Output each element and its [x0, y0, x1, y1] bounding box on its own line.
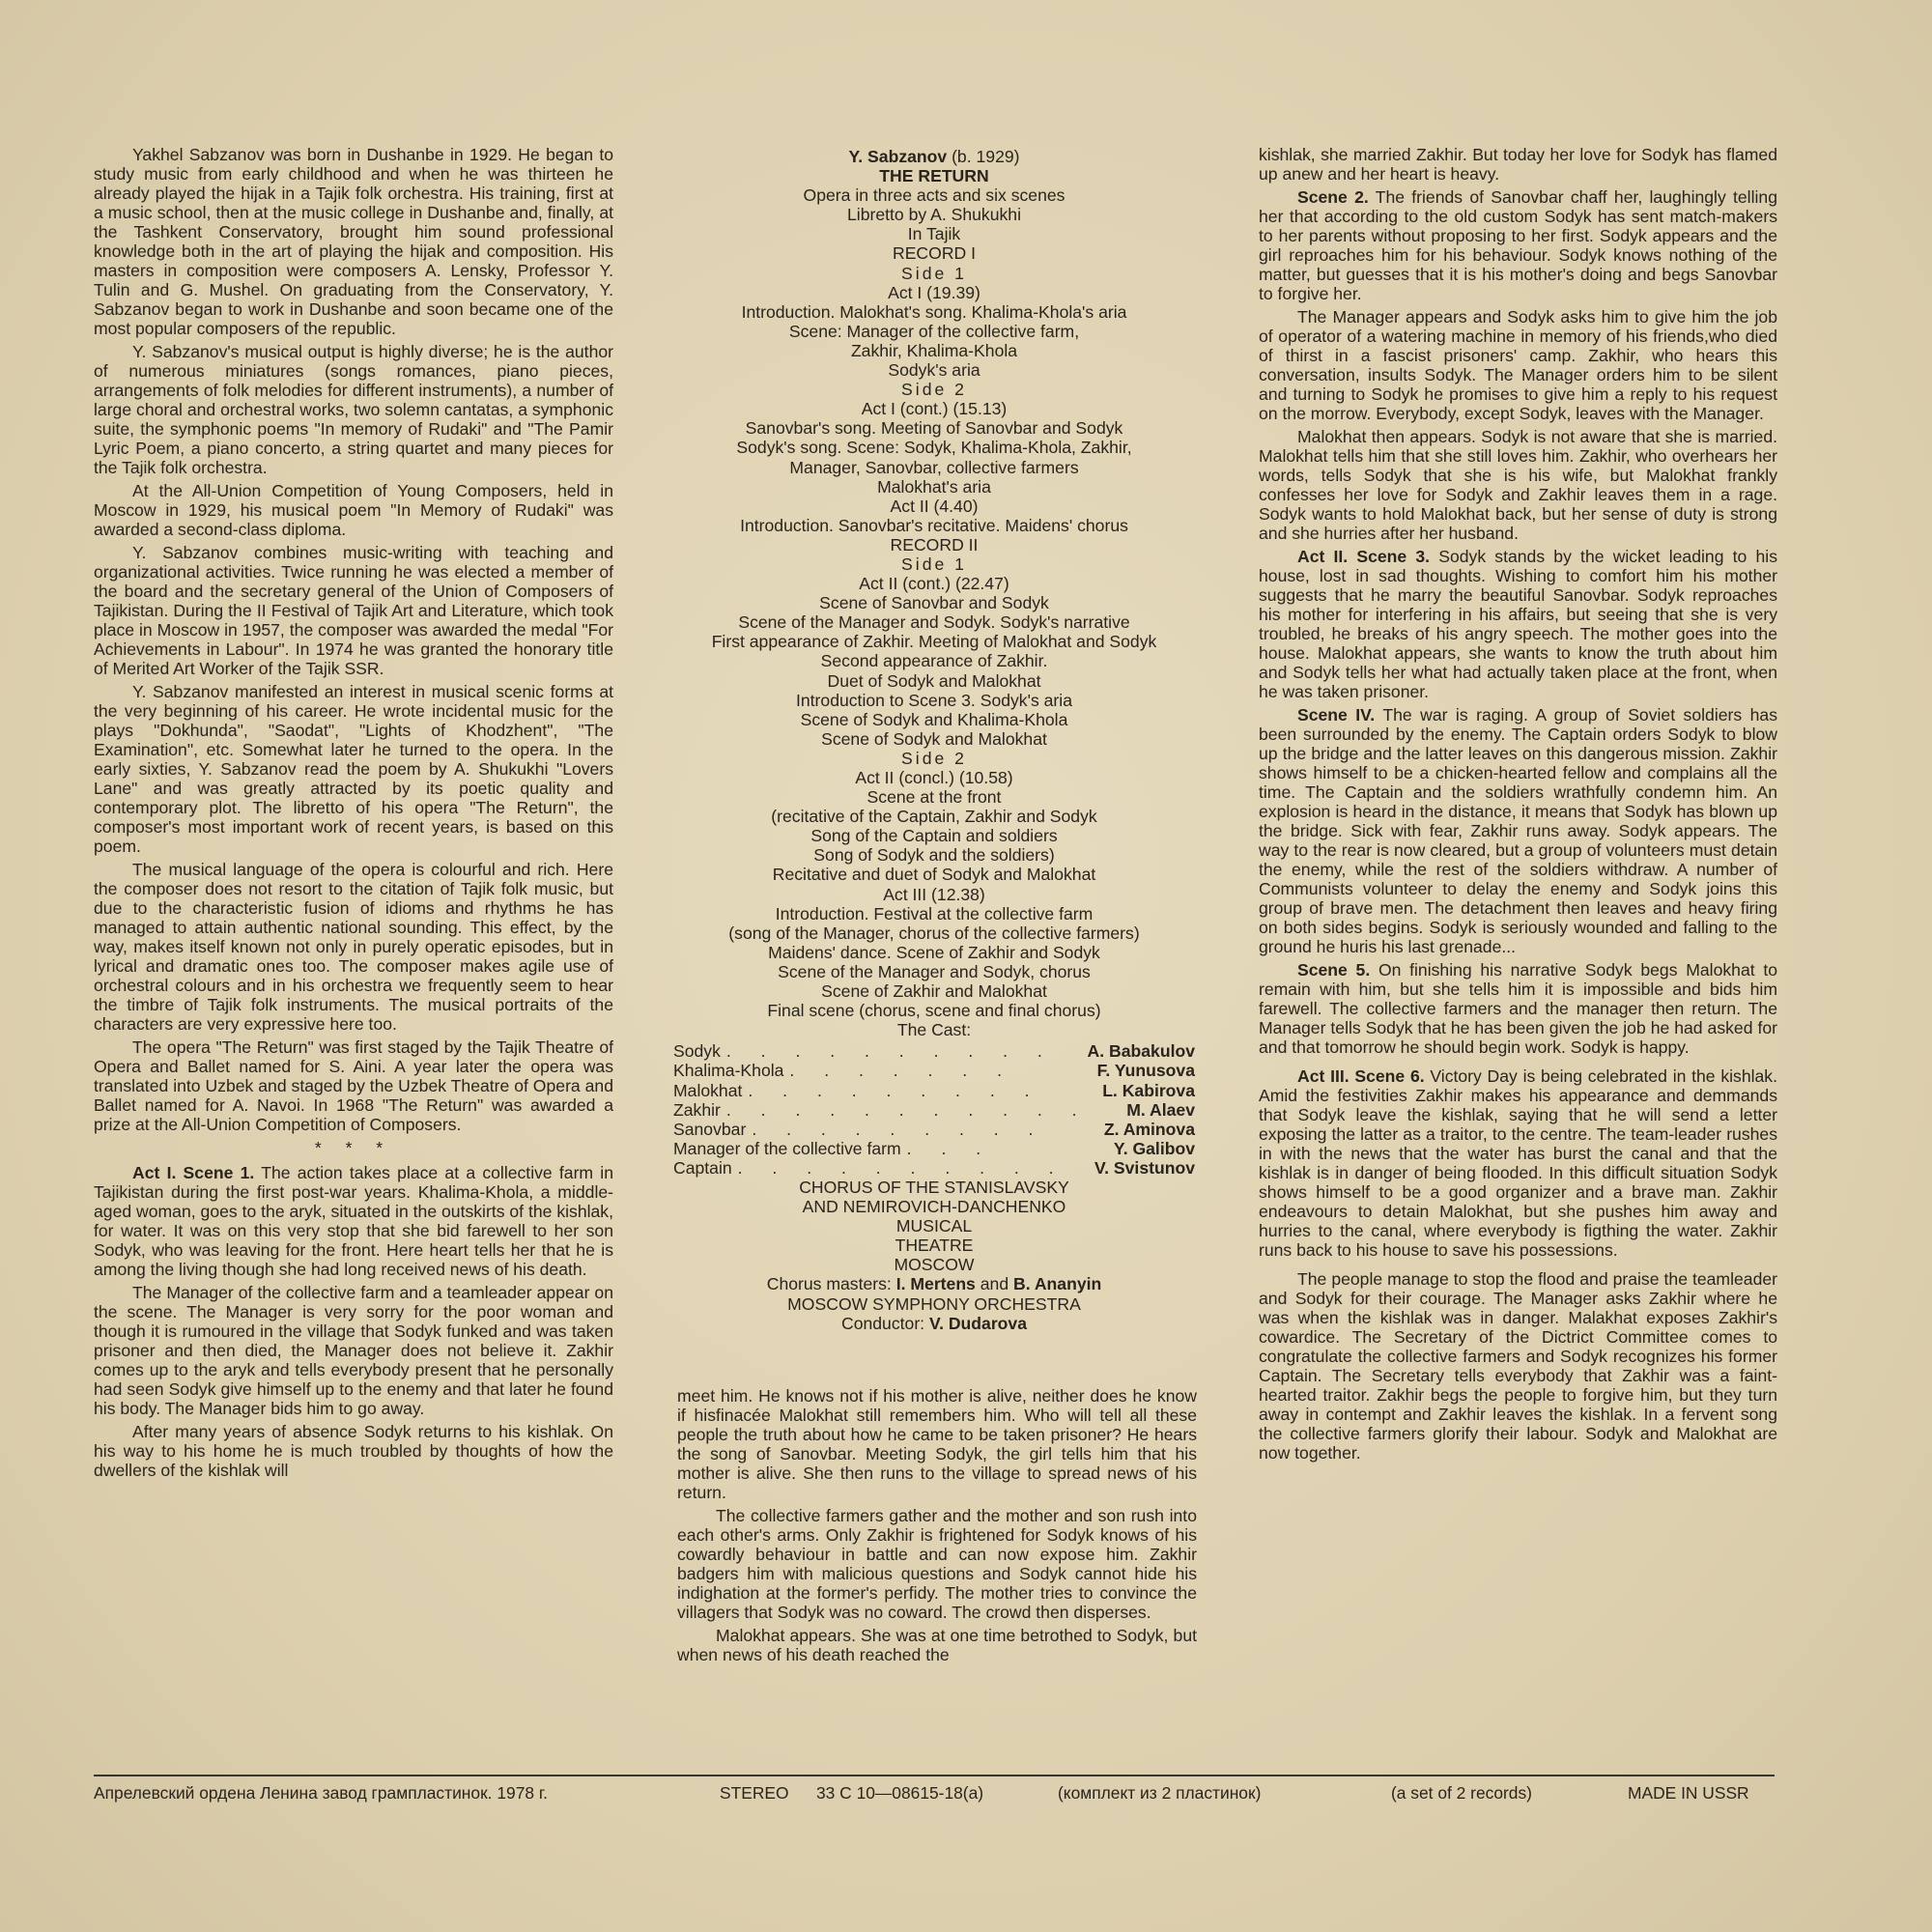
synopsis-paragraph: kishlak, she married Zakhir. But today her love for Sodyk has flamed up anew and her heart is heavy.	[1259, 145, 1777, 184]
track-line: Sodyk's aria	[888, 360, 980, 381]
chorus-and: and	[975, 1274, 1013, 1294]
footer-plant: Апрелевский ордена Ленина завод грампластинок. 1978 г.	[94, 1783, 548, 1803]
cast-singer: M. Alaev	[1126, 1099, 1195, 1120]
track-line: Act II (cont.) (22.47)	[859, 574, 1009, 594]
synopsis-paragraph: The people manage to stop the flood and praise the teamleader and Sodyk for their courage. The Manager asks Zakhir where he was when the kishlak was in danger. Malakhat exposes Zakhir's cowardice. The Secretary of the Dictrict Committee comes to congratulate the collective farmers and Sodyk recognizes his former Captain. The Secretary tells everybody that Zakhir was a faint-hearted traitor. Zakhir begs the people to forgive him, but they turn away in contempt and Zakhir leaves the kishlak. In a fervent song the collective farmers glorify their labour. Sodyk and Malokhat are now together.	[1259, 1269, 1777, 1463]
cast-row	[673, 1100, 1195, 1120]
track-line: In Tajik	[907, 224, 961, 244]
chorus-credit	[673, 1178, 1195, 1274]
conductor-name: V. Dudarova	[928, 1313, 1027, 1333]
footer-set-ru: (комплект из 2 пластинок)	[1058, 1783, 1262, 1803]
track-line: Scene at the front	[867, 787, 1002, 808]
cast-row	[673, 1061, 1195, 1080]
synopsis-paragraph	[1259, 960, 1777, 1057]
track-line: First appearance of Zakhir. Meeting of Malokhat and Sodyk	[711, 632, 1157, 652]
scene4-heading: Scene IV.	[1297, 705, 1376, 724]
cast-role: Sanovbar	[673, 1119, 747, 1139]
track-line: Recitative and duet of Sodyk and Malokhat	[772, 865, 1096, 885]
cast-dot-leader: . . . . . . .	[789, 1061, 1014, 1081]
opera-title	[673, 166, 1195, 185]
synopsis-text: The war is raging. A group of Soviet soldiers has been surrounded by the enemy. The Captain orders Sodyk to blow up the bridge and the latter leaves on this dangerous mission. Zakhir shows himself to be a chicken-hearted fellow and complains all the time. The Captain and the soldiers wrathfully condemn him. An explosion is heard in the distance, it means that Sodyk has blown up the bridge. Sick with fear, Zakhir runs away. Sodyk appears. The way to the rear is now cleared, but a group of volunteers must detain the enemy, while the rest of the soldiers withdraw. A number of Communists volunteer to delay the enemy and Sodyk joins this group of brave men. The detachment then leaves and heavy firing on both sides begins. Sodyk is seriously wounded and falling to the ground he huris his last grenade...	[1259, 705, 1777, 956]
track-line: The Cast:	[896, 1020, 972, 1040]
synopsis-continued-column	[677, 1386, 1197, 1668]
cast-row	[673, 1139, 1195, 1158]
cast-role: Sodyk	[673, 1041, 721, 1062]
synopsis-text: The friends of Sanovbar chaff her, laughingly telling her that according to the old custom Sodyk has sent match-makers to her parents without proposing to her first. Sodyk appears and the girl reproaches him for his behaviour. Sodyk knows nothing of the matter, but guesses that it is his mother's doing and begs Sanovbar to forgive her.	[1259, 187, 1777, 303]
track-line: Act I (cont.) (15.13)	[861, 399, 1008, 419]
composer-line	[673, 147, 1195, 166]
cast-role: Manager of the collective farm	[673, 1138, 901, 1158]
chorus-master-name: I. Mertens	[895, 1274, 976, 1294]
track-line: Sodyk's song. Scene: Sodyk, Khalima-Khola, Zakhir,	[736, 438, 1132, 458]
synopsis-paragraph	[1259, 187, 1777, 303]
synopsis-paragraph	[1259, 547, 1777, 701]
synopsis-text: Sodyk stands by the wicket leading to his house, lost in sad thoughts. Wishing to comfort him his mother suggests that he marry the beautiful Sanovbar. Sodyk reproaches his mother for interfering in his affairs, but seeing that she is very troubled, he breaks of his angry speech. The mother goes into the house. Malokhat appears, she wants to know the truth about him and Sodyk tells her what had actually taken place at the front, when he was taken prisoner.	[1259, 547, 1777, 701]
conductor-label: Conductor:	[841, 1313, 929, 1333]
track-line: Introduction. Malokhat's song. Khalima-Khola's aria	[741, 301, 1127, 322]
composer-years: (b. 1929)	[947, 147, 1020, 166]
chorus-line: MUSICAL	[895, 1216, 973, 1236]
synopsis-paragraph	[94, 1163, 613, 1279]
track-listing	[673, 147, 1195, 1333]
track-line: RECORD II	[890, 534, 979, 554]
track-line: RECORD I	[892, 243, 977, 264]
track-line: Second appearance of Zakhir.	[820, 651, 1048, 671]
scene5-heading: Scene 5.	[1297, 960, 1371, 980]
cast-row	[673, 1120, 1195, 1139]
synopsis-paragraph	[1259, 1066, 1777, 1260]
track-line: Song of the Captain and soldiers	[810, 826, 1058, 846]
track-line: Side 1	[901, 263, 967, 283]
conductor-line	[673, 1314, 1195, 1333]
bio-paragraph: The musical language of the opera is colourful and rich. Here the composer does not resort to the citation of Tajik folk music, but due to the characteristic fusion of idioms and rhythms he has managed to attain authentic national sounding. This effect, by the way, makes itself known not only in purely operatic episodes, but in lyrical and dramatic ones too. The composer makes agile use of orchestral colours and in his orchestra we frequently seem to hear the timbre of Tajik folk instruments. The musical portraits of the characters are very expressive here too.	[94, 860, 613, 1034]
track-line: Act III (12.38)	[883, 884, 985, 904]
synopsis-paragraph: meet him. He knows not if his mother is alive, neither does he know if hisfinacée Malokhat still remembers him. Who will tell all these people the truth about how he came to be taken prisoner? He hears the song of Sanovbar. Meeting Sodyk, the girl tells him that his mother is alive. She then runs to the village to spread news of his return.	[677, 1386, 1197, 1502]
cast-row	[673, 1081, 1195, 1100]
composer-name: Y. Sabzanov	[848, 147, 948, 166]
chorus-line: AND NEMIROVICH-DANCHENKO	[802, 1197, 1066, 1217]
scene2-heading: Scene 2.	[1297, 187, 1369, 207]
footer-rule	[94, 1775, 1775, 1776]
footer-made-in: MADE IN USSR	[1628, 1783, 1749, 1803]
track-line: Song of Sodyk and the soldiers)	[813, 845, 1055, 866]
footer-stereo: STEREO	[720, 1783, 789, 1803]
biography-column	[94, 145, 613, 1484]
synopsis-paragraph: The collective farmers gather and the mother and son rush into each other's arms. Only Zakhir is frightened for Sodyk knows of his cowardly behaviour in battle and can now expose him. Zakhir badgers him with malicious questions and Sodyk cannot hide his indighation at the former's perfidy. The mother tries to convince the villagers that Sodyk was no coward. The crowd then disperses.	[677, 1506, 1197, 1622]
cast-row	[673, 1041, 1195, 1061]
track-line: Manager, Sanovbar, collective farmers	[789, 457, 1079, 477]
cast-row	[673, 1158, 1195, 1178]
cast-role: Zakhir	[673, 1099, 721, 1120]
track-line: Scene of the Manager and Sodyk. Sodyk's narrative	[738, 612, 1130, 633]
cast-role: Khalima-Khola	[673, 1061, 784, 1081]
track-line: Final scene (chorus, scene and final chorus)	[767, 1001, 1101, 1021]
cast-dot-leader: . . . . . . . . . .	[725, 1041, 1055, 1062]
track-line: (recitative of the Captain, Zakhir and Sodyk	[771, 807, 1097, 827]
cast-dot-leader: . . . . . . . . .	[752, 1119, 1046, 1139]
track-line: Scene of Sodyk and Malokhat	[821, 728, 1047, 749]
cast-singer: A. Babakulov	[1087, 1041, 1195, 1062]
scene3-heading: Act II. Scene 3.	[1297, 547, 1431, 566]
track-line: Scene of Sodyk and Khalima-Khola	[800, 709, 1068, 729]
track-line: Scene of Sanovbar and Sodyk	[819, 593, 1049, 613]
footer-set-en: (a set of 2 records)	[1391, 1783, 1532, 1803]
opera-title-text: THE RETURN	[879, 166, 989, 186]
track-line: Side 1	[901, 554, 967, 574]
bio-paragraph: The opera "The Return" was first staged by the Tajik Theatre of Opera and Ballet named for S. Aini. A year later the opera was translated into Uzbek and staged by the Uzbek Theatre of Opera and Ballet named for A. Navoi. In 1968 "The Return" was awarded a prize at the All-Union Competition of Composers.	[94, 1037, 613, 1134]
act1-scene1-heading: Act I. Scene 1.	[132, 1163, 255, 1182]
track-line: Side 2	[901, 380, 967, 400]
track-line: Duet of Sodyk and Malokhat	[827, 670, 1041, 691]
track-line: Introduction to Scene 3. Sodyk's aria	[795, 690, 1072, 710]
track-line: Side 2	[901, 748, 967, 768]
cast-role: Captain	[673, 1157, 732, 1178]
track-line: Introduction. Sanovbar's recitative. Maidens' chorus	[740, 515, 1128, 535]
track-line: Act II (4.40)	[890, 496, 979, 516]
track-line: Zakhir, Khalima-Khola	[850, 340, 1018, 360]
cast-singer: F. Yunusova	[1096, 1061, 1195, 1081]
chorus-line: CHORUS OF THE STANISLAVSKY	[799, 1177, 1069, 1197]
synopsis-paragraph: After many years of absence Sodyk returns to his kishlak. On his way to his home he is much troubled by thoughts of how the dwellers of the kishlak will	[94, 1422, 613, 1480]
cast-list	[673, 1041, 1195, 1178]
footer-catalog-number: 33 С 10—08615-18(а)	[816, 1783, 984, 1803]
track-line: Act II (concl.) (10.58)	[855, 768, 1013, 787]
track-line: Libretto by A. Shukukhi	[847, 205, 1021, 225]
cast-dot-leader: . . . . . . . . .	[748, 1080, 1042, 1100]
chorus-masters-line	[673, 1274, 1195, 1293]
bio-paragraph: Y. Sabzanov manifested an interest in musical scenic forms at the very beginning of his career. He wrote incidental music for the plays "Dokhunda", "Saodat", "Lights of Khodzhent", "The Examination", etc. Somewhat later he turned to the opera. In the early sixties, Y. Sabzanov read the poem by A. Shukukhi "Lovers Lane" and was greatly attracted by its poetic quality and contemporary plot. The libretto of his opera "The Return", the composer's most important work of recent years, is based on this poem.	[94, 682, 613, 856]
chorus-line: MOSCOW	[894, 1255, 975, 1275]
cast-singer: Y. Galibov	[1113, 1138, 1195, 1158]
track-line: Scene: Manager of the collective farm,	[788, 321, 1080, 341]
synopsis-paragraph: Malokhat then appears. Sodyk is not aware that she is married. Malokhat tells him that she still loves him. Zakhir, who overhears her words, tells Sodyk that she is his wife, but Malokhat frankly confesses her love for Sodyk and Zakhir leaves them in a rage. Sodyk wants to hold Malokhat back, but her sense of duty is strong and she hurries after her husband.	[1259, 427, 1777, 543]
synopsis-paragraph: Malokhat appears. She was at one time betrothed to Sodyk, but when news of his death reached the	[677, 1626, 1197, 1664]
synopsis-text: Victory Day is being celebrated in the kishlak. Amid the festivities Zakhir makes his appearance and demmands that Sodyk leave the kishlak, saying that he will send a letter exposing the latter as a traitor, to the centre. The team-leader rushes in with the news that the water has burst the canal and that the kishlak is in danger of being flooded. In this difficult situation Sodyk shows himself to be a good organizer and a brave man. Zakhir endeavours to detain Malokhat, but she pushes him away and hurries to the canal, where everybody is figthing the water. Zakhir runs back to his house to save his possessions.	[1259, 1066, 1777, 1260]
track-line: Malokhat's aria	[877, 476, 991, 497]
track-line: Scene of the Manager and Sodyk, chorus	[778, 961, 1091, 981]
bio-paragraph: Y. Sabzanov's musical output is highly diverse; he is the author of numerous miniatures (songs romances, piano pieces, arrangements of folk melodies for different instruments), a number of large choral and orchestral works, two solemn cantatas, a symphonic suite, the symphonic poems "In memory of Rudaki" and "The Pamir Lyric Poem, a piano concerto, a string quartet and many pieces for the Tajik folk orchestra.	[94, 342, 613, 477]
track-line: Sanovbar's song. Meeting of Sanovbar and Sodyk	[745, 418, 1123, 439]
cast-singer: V. Svistunov	[1094, 1157, 1195, 1178]
track-line: Opera in three acts and six scenes	[803, 185, 1065, 206]
scene6-heading: Act III. Scene 6.	[1297, 1066, 1425, 1086]
chorus-master-name: B. Ananyin	[1013, 1274, 1102, 1294]
synopsis-text: The action takes place at a collective farm in Tajikistan during the first post-war years. Khalima-Khola, a middle-aged woman, goes to the aryk, situated in the outskirts of the kishlak, for water. It was on this very stop that she bid farewell to her son Sodyk, who was leaving for the front. Here heart tells her that he is among the living though she had long received news of his death.	[94, 1163, 613, 1279]
track-lines	[673, 185, 1195, 1039]
synopsis-text: On finishing his narrative Sodyk begs Malokhat to remain with him, but she tells him it is impossible and bids him farewell. The collective farmers and the manager then return. The Manager tells Sodyk that he has been given the job he had asked for and that tomorrow he should begin work. Sodyk is happy.	[1259, 960, 1777, 1057]
section-separator: * * *	[314, 1138, 393, 1157]
bio-paragraph: Yakhel Sabzanov was born in Dushanbe in 1929. He began to study music from early childhood and when he was thirteen he already played the hijak in a Tajik folk orchestra. His training, first at a music school, then at the music college in Dushanbe and, finally, at the Tashkent Conservatory, brought him sound professional knowledge both in the art of playing the hijak and composition. His masters in composition were composers A. Lensky, Professor Y. Tulin and G. Mushel. On graduating from the Conservatory, Y. Sabzanov began to work in Dushanbe and soon became one of the most popular composers of the republic.	[94, 145, 613, 338]
track-line: Act I (19.39)	[888, 282, 980, 302]
track-line: Maidens' dance. Scene of Zakhir and Sodyk	[768, 942, 1100, 962]
orchestra-line: MOSCOW SYMPHONY ORCHESTRA	[787, 1293, 1081, 1314]
cast-singer: Z. Aminova	[1103, 1119, 1195, 1139]
synopsis-paragraph: The Manager appears and Sodyk asks him to give him the job of operator of a watering machine in memory of his friends,who died of thirst in a fascist prisoners' camp. Zakhir, who hears this conversation, insults Sodyk. The Manager orders him to be silent and turning to Sodyk he promises to give him a reply to his request on the morrow. Everybody, except Sodyk, leaves with the Manager.	[1259, 307, 1777, 423]
synopsis-paragraph	[1259, 705, 1777, 956]
track-line: Scene of Zakhir and Malokhat	[821, 981, 1047, 1002]
synopsis-column	[1259, 145, 1777, 1466]
cast-dot-leader: . . .	[906, 1138, 994, 1158]
synopsis-paragraph: The Manager of the collective farm and a teamleader appear on the scene. The Manager is very sorry for the poor woman and though it is rumoured in the village that Sodyk funked and was taken prisoner and then died, the Manager does not believe it. Zakhir comes up to the aryk and tells everybody present that he personally had seen Sodyk give himself up to the enemy and that later he found his body. The Manager bids him to go away.	[94, 1283, 613, 1418]
chorus-line: THEATRE	[895, 1236, 974, 1256]
bio-paragraph: Y. Sabzanov combines music-writing with teaching and organizational activities. Twice running he was elected a member of the board and the secretary general of the Union of Composers of Tajikistan. During the II Festival of Tajik Art and Literature, which took place in Moscow in 1957, the composer was awarded the medal "For Achievements in Labour". In 1974 he was granted the honorary title of Merited Art Worker of the Tajik SSR.	[94, 543, 613, 678]
cast-role: Malokhat	[673, 1080, 743, 1100]
track-line: (song of the Manager, chorus of the collective farmers)	[728, 923, 1140, 943]
chorus-masters-label: Chorus masters:	[766, 1274, 896, 1294]
cast-singer: L. Kabirova	[1102, 1080, 1195, 1100]
bio-paragraph: At the All-Union Competition of Young Composers, held in Moscow in 1929, his musical poem "In Memory of Rudaki" was awarded a second-class diploma.	[94, 481, 613, 539]
cast-dot-leader: . . . . . . . . . . .	[725, 1099, 1090, 1120]
cast-dot-leader: . . . . . . . . . .	[737, 1157, 1066, 1178]
track-line: Introduction. Festival at the collective farm	[775, 903, 1094, 923]
